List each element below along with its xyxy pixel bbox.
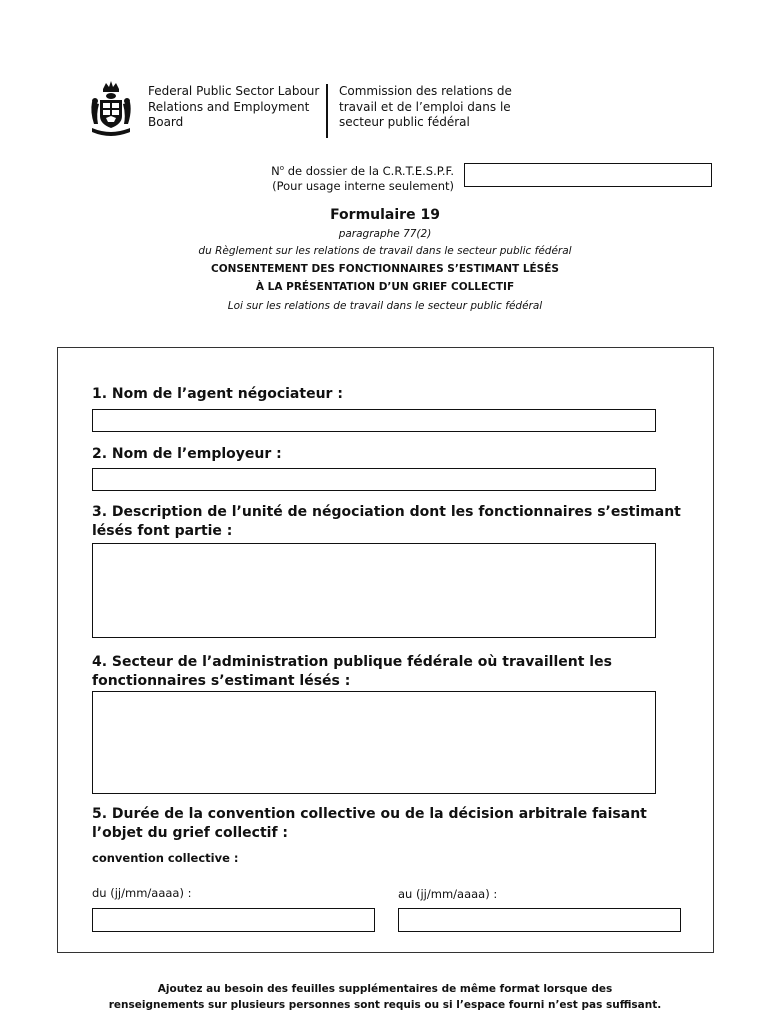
footer-note-line1: Ajoutez au besoin des feuilles supplémentaires de même format lorsque des xyxy=(157,983,613,995)
question-agreement-duration: 5. Durée de la convention collective ou de la décision arbitrale faisant l’objet du grief collectif : xyxy=(92,806,647,841)
file-number-label-prefix: N xyxy=(271,163,280,178)
agency-name-french: Commission des relations de travail et de l’emploi dans le secteur public fédéral xyxy=(339,84,512,129)
question-employer: 2. Nom de l’employeur : xyxy=(92,446,282,462)
footer-note xyxy=(0,982,770,1013)
question-bargaining-agent: 1. Nom de l’agent négociateur : xyxy=(92,386,343,402)
file-number-internal-note: (Pour usage interne seulement) xyxy=(272,178,454,193)
form-heading-line2: À LA PRÉSENTATION D’UN GRIEF COLLECTIF xyxy=(255,281,515,293)
form-paragraph: paragraphe 77(2) xyxy=(338,228,432,240)
coat-of-arms-icon xyxy=(88,80,134,138)
file-number-label xyxy=(230,161,454,194)
date-to-label: au (jj/mm/aaaa) : xyxy=(398,887,498,901)
file-number-field[interactable] xyxy=(464,163,712,187)
question-bargaining-unit: 3. Description de l’unité de négociation dont les fonctionnaires s’estimant lésés font partie : xyxy=(92,504,681,539)
file-number-label-rest: de dossier de la C.R.T.E.S.P.F. xyxy=(284,163,454,178)
collective-agreement-label: convention collective : xyxy=(92,851,239,865)
bargaining-agent-field[interactable] xyxy=(92,409,656,432)
file-number-label-superscript: o xyxy=(279,164,285,172)
date-from-label: du (jj/mm/aaaa) : xyxy=(92,886,192,900)
footer-note-line2: renseignements sur plusieurs personnes sont requis ou si l’espace fourni n’est pas suffisant. xyxy=(108,998,662,1011)
agency-name-english: Federal Public Sector Labour Relations and Employment Board xyxy=(148,84,320,129)
date-to-field[interactable] xyxy=(398,908,681,932)
agency-divider xyxy=(326,84,328,138)
employer-field[interactable] xyxy=(92,468,656,491)
form-title: Formulaire 19 xyxy=(330,207,440,223)
bargaining-unit-field[interactable] xyxy=(92,543,656,638)
date-from-field[interactable] xyxy=(92,908,375,932)
public-sector-field[interactable] xyxy=(92,691,656,794)
form-regulation: du Règlement sur les relations de travail dans le secteur public fédéral xyxy=(198,245,572,257)
form-law: Loi sur les relations de travail dans le secteur public fédéral xyxy=(227,300,543,312)
question-public-sector: 4. Secteur de l’administration publique fédérale où travaillent les fonctionnaires s’estimant lésés : xyxy=(92,654,612,689)
form-heading-line1: CONSENTEMENT DES FONCTIONNAIRES S’ESTIMANT LÉSÉS xyxy=(211,263,559,275)
